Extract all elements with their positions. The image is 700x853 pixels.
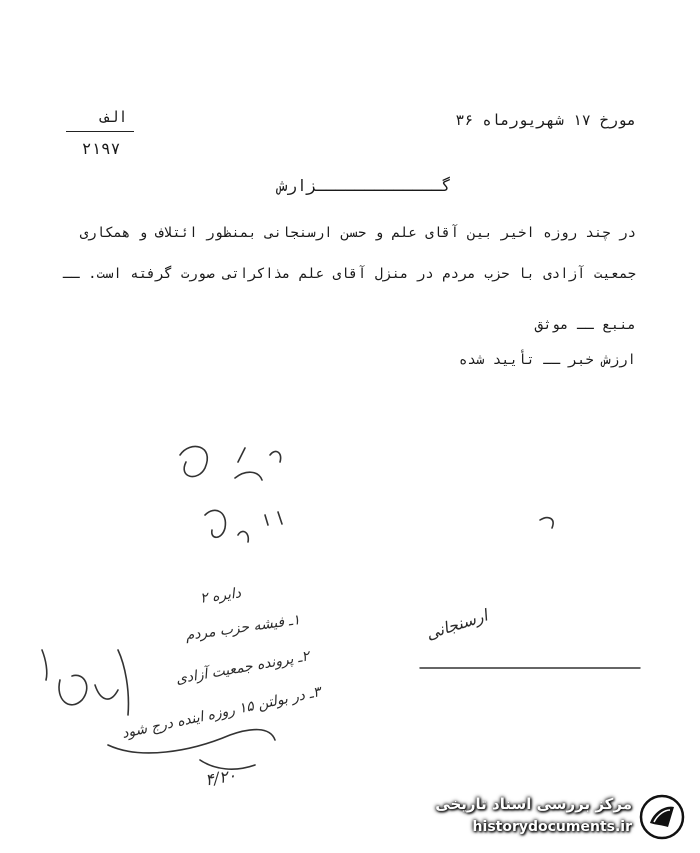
scribble-left-4 [42, 650, 47, 680]
source-line: منبع ــ موثق [534, 317, 636, 333]
scribble-upper-6 [265, 512, 282, 525]
report-line-2: جمعیت آزادی با حزب مردم در منزل آقای علم مذاکراتی صورت گرفته است. ــ [62, 266, 636, 282]
note-heading: دایره ۲ [199, 585, 242, 607]
watermark-logo-icon [638, 793, 686, 841]
scribble-upper-4 [205, 510, 225, 537]
note-item-2: ۲ـ پرونده جمعیت آزادی [174, 648, 311, 688]
note-date: ۴/۲۰ [203, 765, 238, 790]
scribble-right-mark [540, 518, 553, 528]
scribble-left-2 [95, 685, 118, 699]
note-item-3: ۳ـ در بولتن ۱۵ روزه اینده درج شود [120, 684, 323, 742]
scribble-upper-5 [238, 531, 248, 542]
signature-right: ارسنجانی [423, 605, 490, 644]
page-title: گـــــــــــــزارش [277, 176, 452, 195]
watermark-url: historydocuments.ir [472, 819, 632, 835]
section-letter: الف [100, 108, 128, 126]
scribble-left-1 [59, 675, 87, 704]
scribble-upper-3 [270, 451, 281, 462]
scribble-upper-2 [235, 448, 262, 480]
file-number: ۲۱۹۷ [81, 139, 121, 158]
date-line: مورخ ۱۷ شهریورماه ۳۶ [455, 111, 636, 129]
watermark-org-name: مرکز بررسی اسناد تاریخی [435, 795, 632, 813]
watermark [400, 783, 700, 853]
evaluation-line: ارزش خبر ــ تأیید شده [458, 352, 636, 368]
note-item-1: ۱ـ فیشه حزب مردم [184, 612, 302, 644]
scribble-left-3 [118, 650, 128, 715]
scribble-upper-1 [180, 446, 207, 476]
report-line-1: در چند روزه اخیر بین آقای علم و حسن ارسنجانی بمنظور ائتلاف و همکاری [79, 225, 636, 241]
